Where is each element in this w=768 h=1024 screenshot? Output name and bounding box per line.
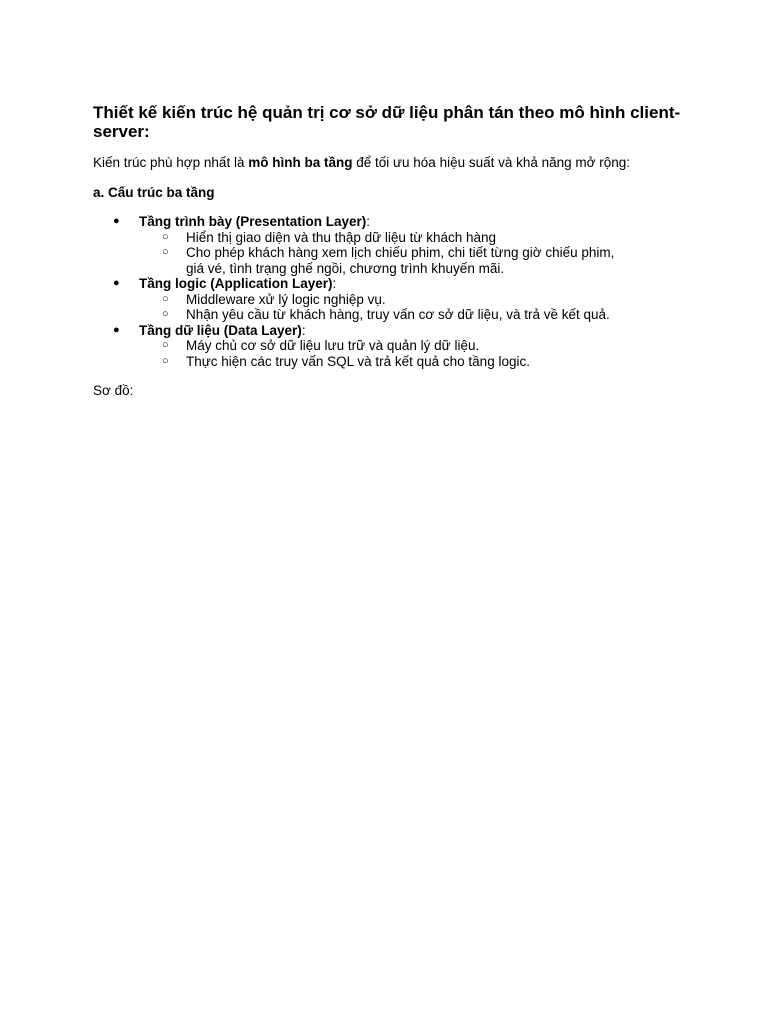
list-item-text: Cho phép khách hàng xem lịch chiếu phim, chi tiết từng giờ chiếu phim, giá vé, tình trạng ghế ngồi, chương trình khuyến mãi.: [186, 245, 615, 276]
layer-name: Tầng trình bày (Presentation Layer): [139, 214, 367, 229]
diagram-label: Sơ đồ:: [93, 383, 134, 398]
circle-bullet-icon: ○: [162, 230, 169, 243]
intro-text-after: để tối ưu hóa hiệu suất và khả năng mở rộng:: [352, 155, 631, 170]
list-item-text: Máy chủ cơ sở dữ liệu lưu trữ và quản lý dữ liệu.: [186, 338, 480, 353]
layer-suffix: :: [366, 214, 371, 229]
list-item: [139, 230, 622, 246]
layer-item-presentation: [93, 214, 693, 276]
list-item-text: Middleware xử lý logic nghiệp vụ.: [186, 291, 386, 307]
layer-list: [93, 214, 693, 369]
list-item-text: Thực hiện các truy vấn SQL và trả kết quả cho tầng logic.: [186, 353, 530, 369]
list-item-text: Hiển thị giao diện và thu thập dữ liệu từ khách hàng: [186, 229, 497, 245]
list-item: [139, 354, 622, 370]
circle-bullet-icon: ○: [162, 339, 169, 351]
intro-emphasis: mô hình ba tầng: [248, 155, 353, 170]
circle-bullet-icon: ○: [162, 308, 169, 320]
layer-suffix: :: [332, 276, 337, 291]
section-heading: a. Cấu trúc ba tầng: [93, 185, 215, 200]
list-item-text: Nhận yêu cầu từ khách hàng, truy vấn cơ sở dữ liệu, và trả về kết quả.: [186, 307, 610, 322]
layer-name: Tầng dữ liệu (Data Layer): [139, 322, 302, 338]
layer-detail-list: [139, 338, 693, 369]
layer-item-data: [93, 323, 693, 370]
layer-detail-list: [139, 230, 693, 277]
list-item: [139, 292, 622, 308]
intro-paragraph: [93, 155, 733, 171]
circle-bullet-icon: ○: [162, 246, 169, 258]
bullet-icon: ●: [113, 215, 120, 227]
bullet-icon: ●: [113, 277, 120, 289]
document-title: Thiết kế kiến trúc hệ quản trị cơ sở dữ liệu phân tán theo mô hình client-server:: [93, 103, 681, 141]
layer-suffix: :: [301, 322, 306, 338]
list-item: [139, 245, 622, 276]
list-item: [139, 307, 622, 323]
layer-item-application: [93, 276, 693, 323]
layer-name: Tầng logic (Application Layer): [139, 276, 333, 291]
intro-text-before: Kiến trúc phù hợp nhất là: [93, 155, 249, 170]
bullet-icon: ●: [113, 323, 120, 336]
layer-detail-list: [139, 292, 693, 323]
circle-bullet-icon: ○: [162, 292, 169, 305]
list-item: [139, 338, 622, 354]
circle-bullet-icon: ○: [162, 354, 169, 367]
